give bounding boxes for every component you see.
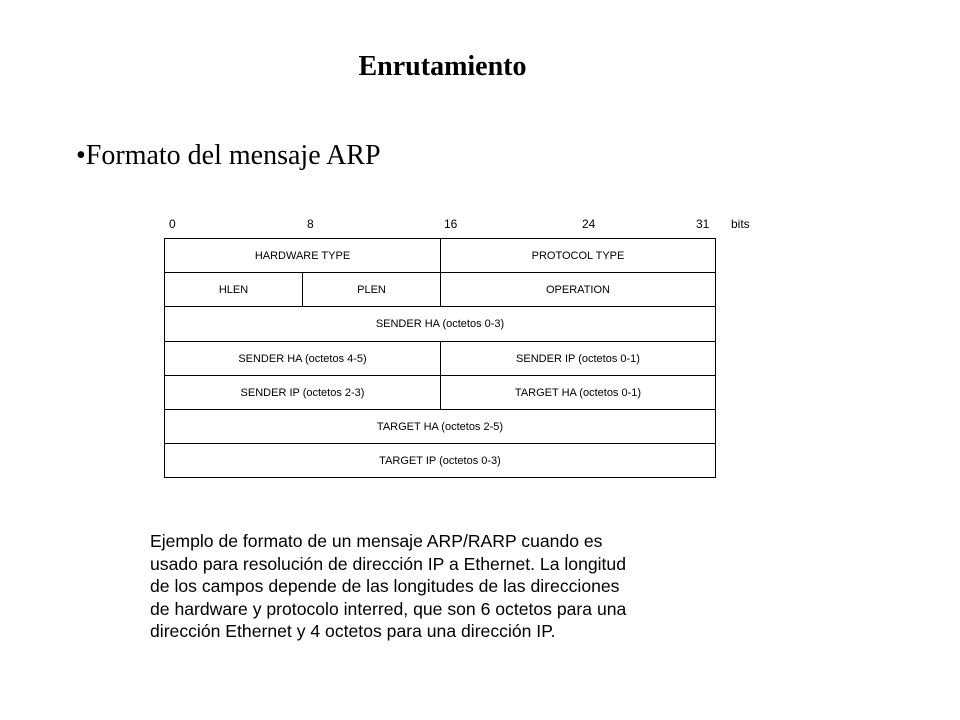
field-plen — [302, 272, 441, 307]
field-sender-ip-2-3 — [164, 375, 441, 410]
field-hlen — [164, 272, 303, 307]
bit-label-0: 0 — [169, 217, 176, 231]
bit-label-16: 16 — [444, 217, 458, 231]
bit-label-24: 24 — [582, 217, 596, 231]
field-target-ha-2-5 — [164, 409, 716, 444]
field-label: TARGET HA (octetos 2-5) — [376, 420, 504, 433]
field-label: SENDER HA (octetos 0-3) — [375, 318, 505, 330]
field-label: SENDER IP (octetos 0-1) — [516, 352, 640, 365]
bit-label-8: 8 — [307, 217, 314, 231]
field-label: SENDER IP (octetos 2-3) — [240, 386, 365, 399]
bullet-item: •Formato del mensaje ARP — [76, 140, 381, 171]
field-label: OPERATION — [546, 283, 610, 296]
field-target-ip-0-3 — [164, 443, 716, 478]
slide-title: Enrutamiento — [358, 51, 527, 82]
field-label: TARGET HA (octetos 0-1) — [514, 386, 642, 399]
field-target-ha-0-1 — [440, 375, 716, 410]
bits-unit-label: bits — [731, 217, 750, 231]
field-label: TARGET IP (octetos 0-3) — [379, 454, 501, 467]
field-sender-ha-4-5 — [164, 341, 441, 376]
field-label: HARDWARE TYPE — [254, 249, 351, 262]
field-label: PROTOCOL TYPE — [531, 249, 625, 262]
field-operation — [440, 272, 716, 307]
bit-label-31: 31 — [696, 217, 710, 231]
field-label: HLEN — [218, 283, 249, 296]
field-sender-ip-0-1 — [440, 341, 716, 376]
field-protocol-type — [440, 238, 716, 273]
field-label: SENDER HA (octetos 4-5) — [238, 352, 367, 365]
field-hardware-type — [164, 238, 441, 273]
diagram-description: Ejemplo de formato de un mensaje ARP/RARP cuando es usado para resolución de dirección IP a Ethernet. La longitud de los campos depende de las longitudes de las direcciones de hardware y protocolo interred, que son 6 octetos para una dirección Ethernet y 4 octetos para una dirección IP. — [150, 531, 627, 641]
field-label: PLEN — [357, 283, 386, 296]
field-sender-ha-0-3 — [164, 306, 716, 342]
